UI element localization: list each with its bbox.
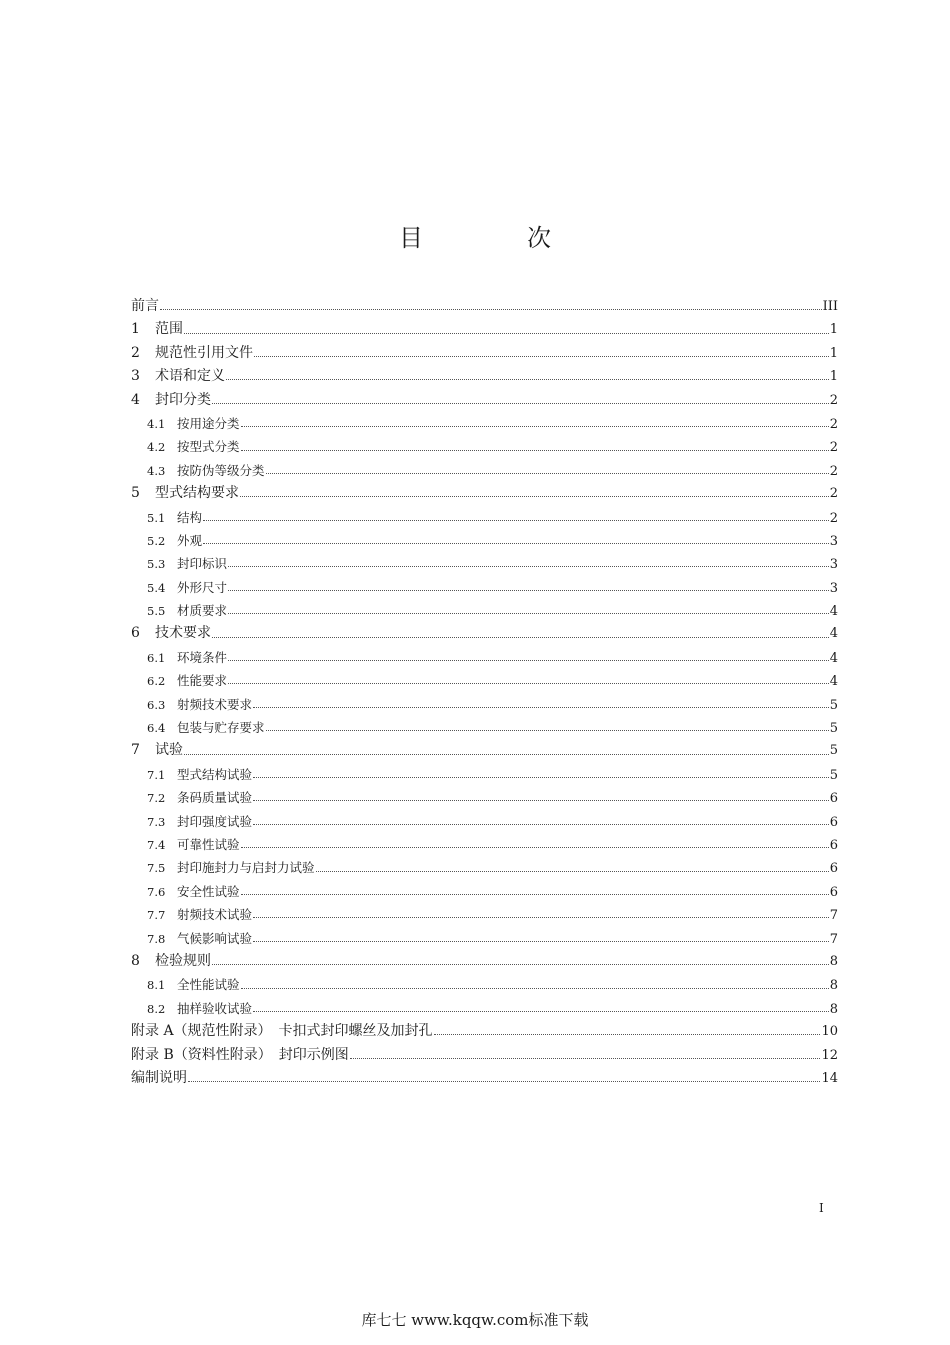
toc-entry-page: 14 xyxy=(821,1070,838,1086)
toc-leader-dots xyxy=(253,777,829,778)
toc-leader-dots xyxy=(212,403,829,404)
toc-entry-title: 射频技术试验 xyxy=(177,907,253,923)
toc-entry-title: 可靠性试验 xyxy=(177,836,240,852)
toc-entry-number: 7.1 xyxy=(147,767,166,782)
toc-leader-dots xyxy=(203,520,829,521)
toc-entry-title: 外观 xyxy=(177,532,203,548)
toc-entry-number: 7.7 xyxy=(147,908,166,923)
toc-entry-title: 全性能试验 xyxy=(177,977,240,993)
toc-entry[interactable] xyxy=(131,903,838,926)
toc-entry-page: 4 xyxy=(829,604,838,620)
toc-entry-title: 编制说明 xyxy=(131,1069,187,1086)
toc-entry[interactable] xyxy=(131,622,838,645)
toc-leader-dots xyxy=(228,660,829,661)
toc-entry-number: 6 xyxy=(131,625,140,642)
toc-leader-dots xyxy=(160,309,822,310)
toc-entry-page: 6 xyxy=(829,837,838,853)
toc-leader-dots xyxy=(228,566,829,567)
toc-entry-number: 7.3 xyxy=(147,814,166,829)
toc-entry-title: 抽样验收试验 xyxy=(177,1000,253,1016)
toc-leader-dots xyxy=(226,379,829,380)
toc-entry-title: 封印分类 xyxy=(155,391,211,408)
toc-entry-number: 5.5 xyxy=(147,604,166,619)
toc-entry[interactable] xyxy=(131,669,838,692)
toc-entry-number: 2 xyxy=(131,344,140,361)
toc-entry-number: 6.4 xyxy=(147,721,166,736)
toc-entry-number: 5.3 xyxy=(147,557,166,572)
toc-leader-dots xyxy=(241,847,829,848)
toc-entry-number: 4 xyxy=(131,391,140,408)
toc-leader-dots xyxy=(350,1058,821,1059)
toc-leader-dots xyxy=(253,941,829,942)
page-title: 目 次 xyxy=(399,224,591,252)
toc-entry[interactable] xyxy=(131,810,838,833)
toc-entry-page: 12 xyxy=(821,1047,838,1063)
toc-entry[interactable] xyxy=(131,576,838,599)
toc-entry[interactable] xyxy=(131,459,838,482)
toc-leader-dots xyxy=(240,496,829,497)
toc-entry-number: 6.1 xyxy=(147,650,166,665)
toc-entry-number: 6.3 xyxy=(147,697,166,712)
toc-entry-number: 7.8 xyxy=(147,931,166,946)
toc-entry-number: 8.2 xyxy=(147,1001,166,1016)
toc-leader-dots xyxy=(253,1011,829,1012)
toc-entry-title: 结构 xyxy=(177,509,203,525)
toc-entry[interactable] xyxy=(131,599,838,622)
toc-entry[interactable] xyxy=(131,693,838,716)
toc-entry[interactable] xyxy=(131,763,838,786)
toc-entry-title: 前言 xyxy=(131,298,159,314)
toc-entry-page: 5 xyxy=(829,767,838,783)
toc-leader-dots xyxy=(188,1081,820,1082)
toc-entry-page: 5 xyxy=(829,743,838,759)
toc-entry[interactable] xyxy=(131,389,838,412)
toc-entry-page: 2 xyxy=(829,510,838,526)
toc-entry-page: 3 xyxy=(829,557,838,573)
toc-entry-page: 4 xyxy=(829,674,838,690)
toc-entry[interactable] xyxy=(131,716,838,739)
toc-entry-title: 包装与贮存要求 xyxy=(177,720,265,736)
toc-leader-dots xyxy=(434,1034,821,1035)
toc-entry-page: 7 xyxy=(829,908,838,924)
toc-entry-number: 7 xyxy=(131,742,140,759)
toc-entry-page: 6 xyxy=(829,814,838,830)
toc-entry[interactable] xyxy=(131,482,838,505)
toc-entry-page: 6 xyxy=(829,861,838,877)
toc-entry-page: 2 xyxy=(829,463,838,479)
toc-entry[interactable] xyxy=(131,973,838,996)
toc-entry-title: 按用途分类 xyxy=(177,415,240,431)
toc-entry-page: 6 xyxy=(829,791,838,807)
toc-entry[interactable] xyxy=(131,1044,838,1067)
toc-entry-number: 7.2 xyxy=(147,791,166,806)
toc-entry-title: 型式结构试验 xyxy=(177,766,253,782)
toc-leader-dots xyxy=(228,613,829,614)
toc-entry-title: 按防伪等级分类 xyxy=(177,462,265,478)
toc-leader-dots xyxy=(228,590,829,591)
toc-leader-dots xyxy=(241,894,829,895)
toc-entry-number: 5.4 xyxy=(147,580,166,595)
toc-entry-page: III xyxy=(822,299,838,314)
toc-leader-dots xyxy=(254,356,829,357)
table-of-contents xyxy=(131,295,838,1090)
toc-entry[interactable] xyxy=(131,1067,838,1090)
toc-entry-page: 2 xyxy=(829,416,838,432)
toc-leader-dots xyxy=(253,800,829,801)
toc-entry-page: 4 xyxy=(829,626,838,642)
toc-entry[interactable] xyxy=(131,856,838,879)
toc-entry-number: 5 xyxy=(131,485,140,502)
toc-entry-page: 1 xyxy=(829,369,838,385)
toc-entry-page: 10 xyxy=(821,1024,838,1040)
toc-entry[interactable] xyxy=(131,1020,838,1043)
toc-leader-dots xyxy=(241,426,829,427)
toc-entry[interactable] xyxy=(131,833,838,856)
toc-entry-page: 5 xyxy=(829,721,838,737)
toc-entry-page: 7 xyxy=(829,931,838,947)
toc-leader-dots xyxy=(241,988,829,989)
toc-entry-number: 5.1 xyxy=(147,510,166,525)
toc-entry-page: 8 xyxy=(829,953,838,969)
toc-entry[interactable] xyxy=(131,552,838,575)
toc-leader-dots xyxy=(253,917,829,918)
toc-entry[interactable] xyxy=(131,295,838,318)
toc-entry-page: 8 xyxy=(829,1001,838,1017)
toc-entry-title: 条码质量试验 xyxy=(177,790,253,806)
toc-leader-dots xyxy=(241,450,829,451)
toc-entry-page: 8 xyxy=(829,978,838,994)
toc-entry-number: 4.3 xyxy=(147,463,166,478)
toc-entry[interactable] xyxy=(131,786,838,809)
toc-leader-dots xyxy=(212,964,829,965)
toc-leader-dots xyxy=(184,333,829,334)
toc-entry-title: 性能要求 xyxy=(177,673,228,689)
toc-entry-title: 气候影响试验 xyxy=(177,930,253,946)
toc-entry-title: 环境条件 xyxy=(177,649,228,665)
toc-entry[interactable] xyxy=(131,739,838,762)
toc-leader-dots xyxy=(184,754,829,755)
toc-entry-title: 检验规则 xyxy=(155,952,211,969)
toc-entry-number: 7.4 xyxy=(147,837,166,852)
toc-entry-title: 按型式分类 xyxy=(177,439,240,455)
toc-entry-title: 试验 xyxy=(155,742,183,759)
toc-entry-number: 5.2 xyxy=(147,533,166,548)
toc-entry-number: 4.2 xyxy=(147,440,166,455)
toc-entry-page: 3 xyxy=(829,580,838,596)
toc-leader-dots xyxy=(212,637,829,638)
toc-entry[interactable] xyxy=(131,365,838,388)
toc-entry-title: 附录 B（资料性附录） 封印示例图 xyxy=(131,1046,349,1063)
toc-entry-number: 1 xyxy=(131,321,140,338)
toc-entry-page: 6 xyxy=(829,884,838,900)
toc-entry[interactable] xyxy=(131,880,838,903)
toc-entry-title: 封印强度试验 xyxy=(177,813,253,829)
toc-entry-page: 3 xyxy=(829,533,838,549)
toc-leader-dots xyxy=(316,871,829,872)
toc-entry-number: 3 xyxy=(131,368,140,385)
toc-entry-title: 封印标识 xyxy=(177,556,228,572)
toc-entry-page: 2 xyxy=(829,392,838,408)
footer-watermark: 库七七 www.kqqw.com标准下载 xyxy=(361,1311,589,1329)
toc-entry-title: 型式结构要求 xyxy=(155,485,239,502)
toc-entry[interactable] xyxy=(131,927,838,950)
toc-entry-number: 7.5 xyxy=(147,861,166,876)
toc-entry-number: 8.1 xyxy=(147,978,166,993)
toc-leader-dots xyxy=(253,707,829,708)
page-number: I xyxy=(819,1201,824,1215)
toc-entry[interactable] xyxy=(131,997,838,1020)
toc-entry-title: 安全性试验 xyxy=(177,883,240,899)
toc-leader-dots xyxy=(228,683,829,684)
toc-entry-page: 2 xyxy=(829,486,838,502)
toc-entry[interactable] xyxy=(131,529,838,552)
toc-entry-number: 7.6 xyxy=(147,884,166,899)
toc-leader-dots xyxy=(266,473,829,474)
toc-leader-dots xyxy=(203,543,829,544)
toc-entry-number: 4.1 xyxy=(147,416,166,431)
toc-entry[interactable] xyxy=(131,318,838,341)
toc-entry-page: 2 xyxy=(829,440,838,456)
toc-entry[interactable] xyxy=(131,342,838,365)
toc-entry-page: 1 xyxy=(829,345,838,361)
toc-leader-dots xyxy=(266,730,829,731)
toc-entry-number: 6.2 xyxy=(147,674,166,689)
toc-entry[interactable] xyxy=(131,435,838,458)
toc-entry-title: 附录 A（规范性附录） 卡扣式封印螺丝及加封孔 xyxy=(131,1023,433,1040)
toc-entry-title: 外形尺寸 xyxy=(177,579,228,595)
toc-entry-page: 4 xyxy=(829,650,838,666)
toc-entry-title: 术语和定义 xyxy=(155,368,225,385)
toc-entry-number: 8 xyxy=(131,952,140,969)
toc-entry[interactable] xyxy=(131,506,838,529)
toc-leader-dots xyxy=(253,824,829,825)
toc-entry-page: 5 xyxy=(829,697,838,713)
toc-entry-title: 技术要求 xyxy=(155,625,211,642)
toc-entry[interactable] xyxy=(131,646,838,669)
toc-entry-title: 射频技术要求 xyxy=(177,696,253,712)
toc-entry[interactable] xyxy=(131,412,838,435)
toc-entry-title: 范围 xyxy=(155,321,183,338)
toc-entry-title: 规范性引用文件 xyxy=(155,344,253,361)
toc-entry-page: 1 xyxy=(829,322,838,338)
toc-entry[interactable] xyxy=(131,950,838,973)
toc-entry-title: 封印施封力与启封力试验 xyxy=(177,860,315,876)
toc-entry-title: 材质要求 xyxy=(177,603,228,619)
